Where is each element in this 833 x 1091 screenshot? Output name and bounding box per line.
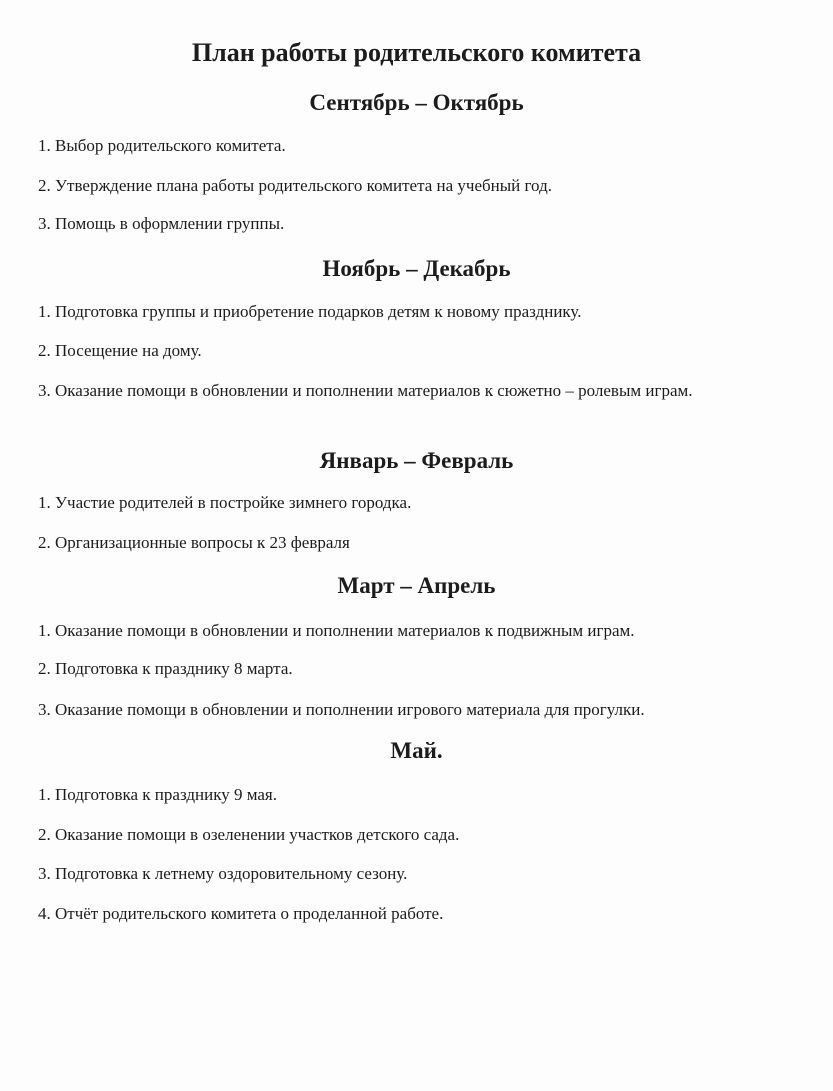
list-item: 4. Отчёт родительского комитета о проделанной работе. [38,904,444,923]
section-heading: Сентябрь – Октябрь [309,90,524,115]
section-heading: Ноябрь – Декабрь [322,256,511,281]
list-item: 1. Участие родителей в постройке зимнего городка. [38,493,412,512]
list-item: 2. Организационные вопросы к 23 февраля [38,533,350,552]
list-item: 2. Подготовка к празднику 8 марта. [38,659,293,678]
list-item: 2. Утверждение плана работы родительского комитета на учебный год. [38,176,552,195]
list-item: 1. Оказание помощи в обновлении и пополнении материалов к подвижным играм. [38,621,635,640]
section-heading: Май. [390,738,443,763]
list-item: 3. Оказание помощи в обновлении и пополнении игрового материала для прогулки. [38,700,645,719]
list-item: 3. Подготовка к летнему оздоровительному сезону. [38,864,408,883]
section-heading: Январь – Февраль [319,448,514,473]
list-item: 1. Выбор родительского комитета. [38,136,286,155]
document-title: План работы родительского комитета [191,38,642,67]
list-item: 1. Подготовка группы и приобретение подарков детям к новому празднику. [38,302,582,321]
list-item: 3. Оказание помощи в обновлении и пополнении материалов к сюжетно – ролевым играм. [38,381,693,400]
list-item: 3. Помощь в оформлении группы. [38,214,285,233]
section-heading: Март – Апрель [337,573,496,598]
list-item: 2. Оказание помощи в озеленении участков детского сада. [38,825,460,844]
list-item: 1. Подготовка к празднику 9 мая. [38,785,277,804]
list-item: 2. Посещение на дому. [38,341,202,360]
